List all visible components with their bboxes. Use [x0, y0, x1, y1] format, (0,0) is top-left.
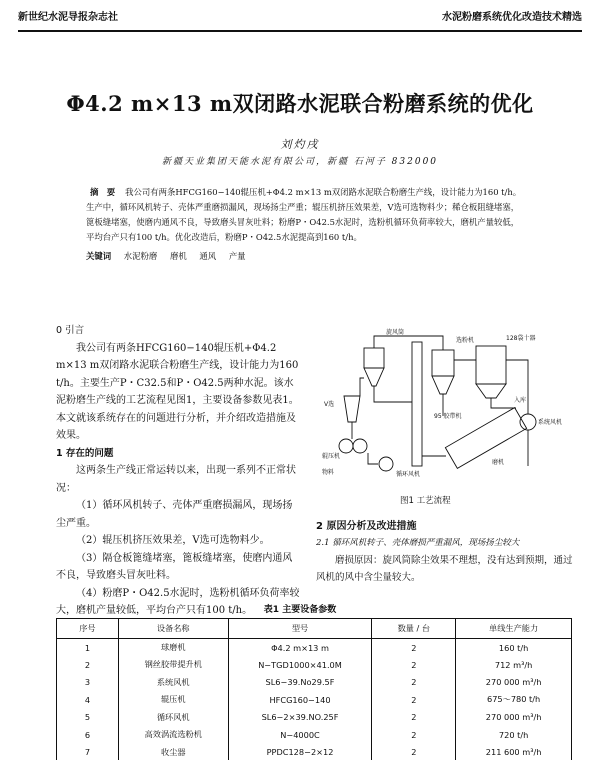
table-cell: 675～780 t/h [487, 694, 541, 705]
dust-collector-hopper [476, 384, 506, 398]
elevator-shape [412, 342, 422, 466]
fan-shape [520, 414, 536, 430]
cyclone-shape [364, 348, 384, 368]
table-cell: 循环风机 [118, 709, 228, 727]
table-row [57, 726, 572, 744]
table-header-row [57, 619, 572, 639]
paper-title: Φ4.2 m×13 m双闭路水泥联合粉磨系统的优化 [66, 91, 534, 116]
author: 刘灼戌 [280, 138, 320, 151]
section-2-1-paragraph: 磨损原因：旋风筒除尘效果不理想，没有达到预期，通过风机的风中含尘量较大。 [316, 555, 573, 583]
table-cell: 2 [372, 744, 456, 760]
problem-item: （4）粉磨P・O42.5水泥时，选粉机循环负荷率较大，磨机产量较低，平均台产只有100 t/h。 [56, 587, 300, 616]
problem-item: （1）循环风机转子、壳体严重磨损漏风，现场扬尘严重。 [56, 500, 293, 529]
table-cell: 1 [57, 639, 119, 657]
table-cell: 712 m³/h [494, 659, 533, 670]
table-header-cell: 数量 / 台 [372, 619, 456, 639]
pipe [374, 386, 412, 402]
section-2-1-heading: 2.1 循环风机转子、壳体磨损严重漏风，现场扬尘较大 [316, 538, 520, 548]
cyclone-cone [364, 368, 384, 386]
intro-heading: 0 引言 [56, 325, 85, 336]
table-title: 表1 主要设备参数 [263, 605, 337, 615]
keywords [86, 250, 526, 262]
pipe [506, 360, 528, 414]
v-separator-shape [344, 396, 360, 422]
table-cell: 2 [372, 639, 456, 657]
table-header-cell: 设备名称 [118, 619, 228, 639]
table-cell: 2 [372, 709, 456, 727]
label-system-fan: 系统风机 [538, 419, 563, 426]
table-row [57, 744, 572, 760]
label-mill: 磨机 [492, 459, 505, 466]
table-cell: 高效涡流选粉机 [118, 726, 228, 744]
label-belt: 95 胶带机 [434, 413, 462, 420]
table-cell: 160 t/h [498, 642, 529, 653]
table-cell: PPDC128−2×12 [228, 744, 372, 760]
table-cell: SL6−2×39.NO.25F [228, 709, 372, 727]
table-header-cell: 型号 [228, 619, 372, 639]
table-header-cell: 单线生产能力 [456, 619, 572, 639]
running-head [18, 8, 582, 26]
separator-shape [432, 350, 454, 376]
separator-cone [432, 376, 454, 394]
table-cell: 2 [372, 656, 456, 674]
table-cell: 2 [372, 726, 456, 744]
pipe [360, 378, 364, 396]
table-cell: 270 000 m³/h [485, 677, 542, 688]
fan-shape [379, 457, 393, 471]
right-column [316, 518, 578, 586]
section-1-heading: 1 存在的问题 [56, 447, 114, 459]
table-cell: SL6−39.No29.5F [228, 674, 372, 692]
label-feed: 物料 [322, 469, 335, 476]
table-cell: 球磨机 [118, 639, 228, 657]
table-row [57, 709, 572, 727]
keyword: 磨机 [169, 251, 187, 261]
table-cell: 2 [372, 674, 456, 692]
label-dust-bag: 128袋十器 [506, 335, 536, 342]
header-rule [18, 30, 582, 32]
label-separator: 选粉机 [456, 337, 475, 344]
table-cell: 3 [57, 674, 119, 692]
table-cell: 5 [57, 709, 119, 727]
table-cell: N−TGD1000×41.0M [228, 656, 372, 674]
table-cell: 收尘器 [118, 744, 228, 760]
table-cell: Φ4.2 m×13 m [228, 639, 372, 657]
affiliation: 新疆天业集团天能水泥有限公司，新疆 石河子 832000 [161, 157, 439, 167]
table-cell: HFCG160−140 [228, 691, 372, 709]
keyword: 水泥粉磨 [123, 251, 158, 261]
abstract-text: 我公司有两条HFCG160−140辊压机+Φ4.2 m×13 m双闭路水泥联合粉磨生产线，设计能力为160 t/h。生产中，循环风机转子、壳体严重磨损漏风，现场扬尘严重；辊压机挤压效果差，V选可选物料少；稀仓板阻缝堵塞，篦板缝堵塞，使磨内通风不良，导致磨头冒灰吐料；粉磨P・O42.5水泥时，选粉机循环负荷率较大，磨机产量较低，平均台产只有100 t/h。优化改造后，粉磨P・O42.5水泥提高到160 t/h。 [86, 187, 522, 242]
table-cell: 211 600 m³/h [485, 747, 542, 758]
table-cell: 2 [372, 691, 456, 709]
section-1-intro: 这两条生产线正常运转以来，出现一系列不正常状况： [56, 465, 296, 494]
label-fan: 循环风机 [396, 471, 421, 478]
table-cell: 2 [57, 656, 119, 674]
equipment-table [56, 618, 572, 760]
table-cell: 系统风机 [118, 674, 228, 692]
process-flow-diagram [316, 326, 568, 486]
problem-item: （2）辊压机挤压效果差，V选可选物料少。 [76, 535, 270, 546]
abstract [86, 185, 526, 245]
book-title: 水泥粉磨系统优化改造技术精选 [442, 12, 582, 23]
table-cell: 270 000 m³/h [485, 712, 542, 723]
roller-press-shape [353, 439, 367, 453]
intro-paragraph: 我公司有两条HFCG160−140辊压机+Φ4.2 m×13 m双闭路水泥联合粉磨生产线，设计能力为160 t/h。主要生产P・C32.5和P・O42.5两种水泥。该水泥粉磨生产线的工艺流程见图1，主要设备参数见表1。本文就该系统存在的问题进行分析，并介绍改造措施及效果。 [56, 342, 299, 441]
abstract-label: 摘 要 [90, 187, 116, 197]
table-cell: 720 t/h [498, 729, 529, 740]
label-roller-press: 辊压机 [322, 453, 341, 460]
label-v-separator: V选 [324, 401, 335, 408]
table-row [57, 656, 572, 674]
table-header-cell: 序号 [57, 619, 119, 639]
dust-collector-shape [476, 346, 506, 384]
keywords-label: 关键词 [86, 251, 112, 261]
table-row [57, 674, 572, 692]
journal-name: 新世纪水泥导报杂志社 [18, 12, 118, 23]
figure-caption: 图1 工艺流程 [400, 496, 451, 506]
pipe [368, 453, 378, 464]
table-row [57, 639, 572, 657]
table-row [57, 691, 572, 709]
section-2-heading: 2 原因分析及改进措施 [316, 521, 417, 532]
table-cell: 钢丝胶带提升机 [118, 656, 228, 674]
table-cell: N−4000C [228, 726, 372, 744]
label-collector: 旋风筒 [386, 329, 405, 336]
pipe [491, 398, 516, 408]
roller-press-shape [339, 439, 353, 453]
table-cell: 6 [57, 726, 119, 744]
table-cell: 7 [57, 744, 119, 760]
label-entry: 入库 [514, 397, 527, 404]
left-column [56, 322, 302, 620]
table-cell: 辊压机 [118, 691, 228, 709]
keyword: 产量 [228, 251, 246, 261]
table-cell: 4 [57, 691, 119, 709]
keyword: 通风 [199, 251, 217, 261]
problem-item: （3）隔仓板篦缝堵塞，篦板缝堵塞，使磨内通风不良，导致磨头冒灰吐料。 [56, 552, 293, 581]
